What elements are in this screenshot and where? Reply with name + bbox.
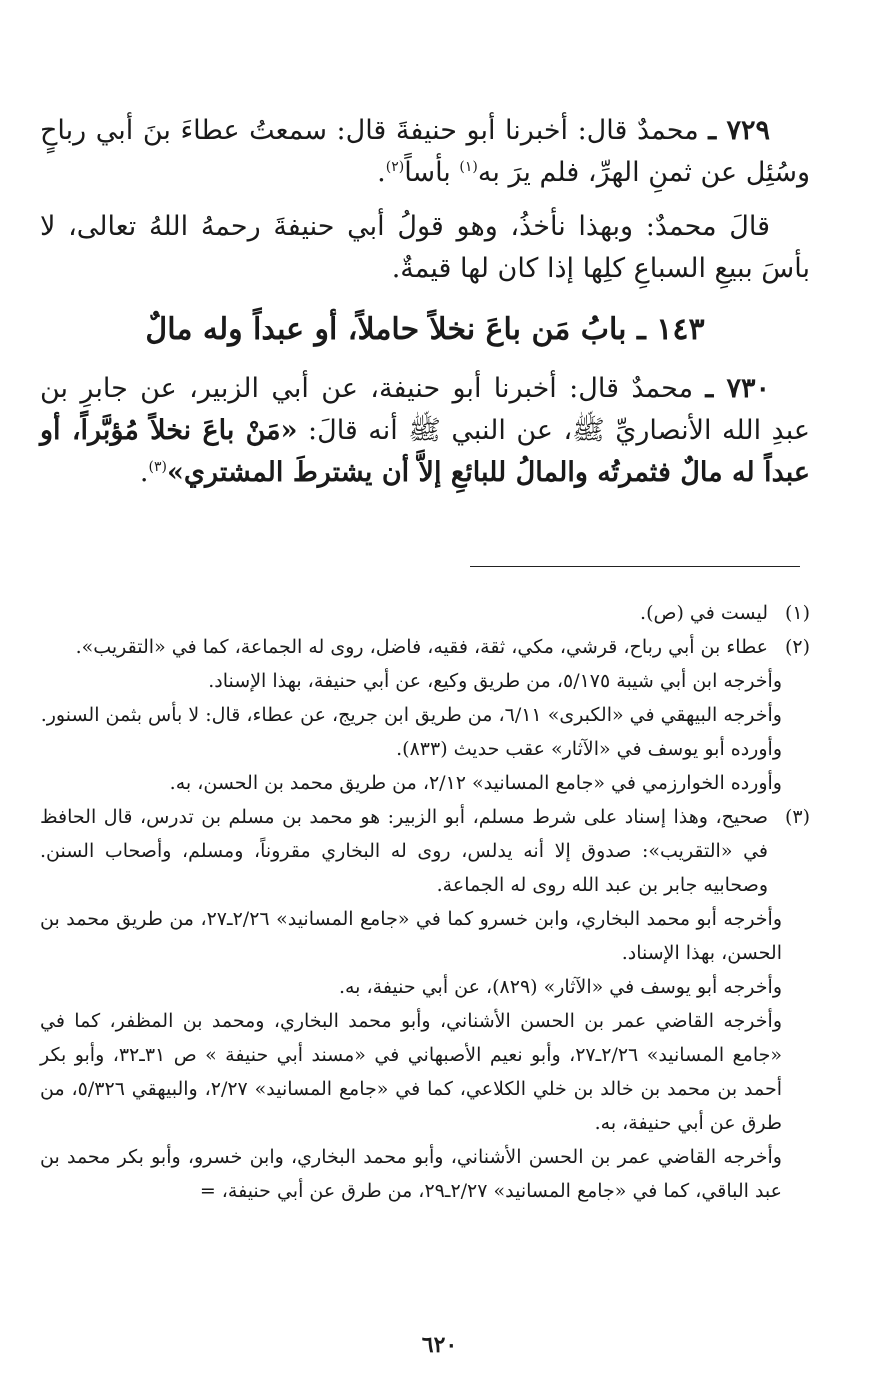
footnote-line — [40, 1004, 810, 1140]
footnote-line — [40, 1140, 810, 1208]
footnote-ref[interactable]: (١) — [459, 159, 478, 175]
footnotes — [40, 596, 810, 1208]
prophetic-quote: «مَنْ باعَ نخلاً مُؤبَّراً، أو عبداً له مالٌ فثمرتُه والمالُ للبائعِ إلاَّ أن يشترطَ المشتري» — [40, 415, 810, 488]
footnote-number: (٣) — [784, 806, 810, 828]
footnote-line — [40, 970, 810, 1004]
footnote-number: (٢) — [784, 636, 810, 658]
footnote-3 — [40, 800, 810, 902]
hadith-text: بأساً — [404, 157, 460, 188]
footnote-text: صحيح، وهذا إسناد على شرط مسلم، أبو الزبير: هو محمد بن مسلم بن تدرس، قال الحافظ في «التقريب»: صدوق إلا أنه يدلس، روى له البخاري مقروناً، ومسلم، وأصحاب السنن. وصحابيه جابر بن عبد الله روى له الجماعة. — [40, 806, 768, 896]
footnote-text: عطاء بن أبي رباح، قرشي، مكي، ثقة، فقيه، فاضل، روى له الجماعة، كما في «التقريب». — [75, 636, 768, 658]
footnote-line-text: وأخرجه أبو يوسف في «الآثار» (٨٢٩)، عن أبي حنيفة، به. — [338, 976, 782, 998]
footnote-text: ليست في (ص). — [640, 602, 768, 624]
chapter-heading: ١٤٣ ـ بابُ مَن باعَ نخلاً حاملاً، أو عبداً وله مالٌ — [145, 312, 705, 347]
footnote-ref[interactable]: (٢) — [385, 159, 405, 175]
main-text — [40, 110, 810, 506]
footnote-number: (١) — [784, 602, 810, 624]
footnote-1 — [40, 596, 810, 630]
footnote-line-text: وأورده أبو يوسف في «الآثار» عقب حديث (٨٣٣). — [396, 738, 782, 760]
hadith-number: ٧٢٩ ـ — [708, 115, 770, 146]
footnote-line — [40, 766, 810, 800]
footnote-2 — [40, 630, 810, 664]
hadith-text: . — [377, 157, 386, 188]
footnote-line-text: وأخرجه أبو محمد البخاري، وابن خسرو كما في «جامع المسانيد» ٢/٢٦ـ٢٧، من طريق محمد بن الحسن، بهذا الإسناد. — [40, 908, 783, 964]
hadith-text: محمدٌ قال: أخبرنا أبو حنيفةَ قال: سمعتُ عطاءَ بنَ أبي رباحٍ وسُئِل عن ثمنِ الهرِّ، فلم يرَ به — [40, 115, 810, 188]
footnote-line-text: وأورده الخوارزمي في «جامع المسانيد» ٢/١٢، من طريق محمد بن الحسن، به. — [169, 772, 782, 794]
commentary-paragraph: قالَ محمدٌ: وبهذا نأخذُ، وهو قولُ أبي حنيفةَ رحمهُ اللهُ تعالى، لا بأسَ ببيعِ السباعِ كلِها إذا كان لها قيمةٌ. — [40, 211, 810, 284]
footnote-line-text: وأخرجه القاضي عمر بن الحسن الأشناني، وأبو محمد البخاري، وابن خسرو، وأبو بكر محمد بن عبد الباقي، كما في «جامع المسانيد» ٢/٢٧ـ٢٩، من طرق عن أبي حنيفة، = — [40, 1146, 782, 1202]
footnote-line — [40, 732, 810, 766]
footnote-line-text: وأخرجه القاضي عمر بن الحسن الأشناني، وأبو محمد البخاري، ومحمد بن المظفر، كما في «جامع المسانيد» ٢/٢٦ـ٢٧، وأبو نعيم الأصبهاني في «مسند أبي حنيفة » ص ٣١ـ٣٢، وأبو بكر أحمد بن محمد بن خالد بن خلي الكلاعي، كما في «جامع المسانيد» ٢/٢٧، والبيهقي ٥/٣٢٦، من طرق عن أبي حنيفة، به. — [40, 1010, 783, 1134]
hadith-text: . — [139, 457, 149, 488]
footnote-line-text: وأخرجه البيهقي في «الكبرى» ٦/١١، من طريق ابن جريج، عن عطاء، قال: لا بأس بثمن السنور. — [40, 704, 782, 726]
hadith-text: محمدٌ قال: أخبرنا أبو حنيفة، عن أبي الزبير، عن جابرِ بن عبدِ الله الأنصاريِّ ﷺ، عن النبي ﷺ أنه قالَ: — [40, 373, 810, 446]
footnote-line — [40, 698, 810, 732]
hadith-729 — [40, 110, 810, 194]
hadith-730 — [40, 368, 810, 494]
footnote-line — [40, 664, 810, 698]
footnote-divider — [470, 566, 800, 567]
footnote-ref[interactable]: (٣) — [148, 459, 167, 475]
footnote-line-text: وأخرجه ابن أبي شيبة ٥/١٧٥، من طريق وكيع، عن أبي حنيفة، بهذا الإسناد. — [208, 670, 782, 692]
hadith-number: ٧٣٠ ـ — [705, 373, 770, 404]
page-number: ٦٢٠ — [421, 1332, 458, 1358]
footnote-line — [40, 902, 810, 970]
